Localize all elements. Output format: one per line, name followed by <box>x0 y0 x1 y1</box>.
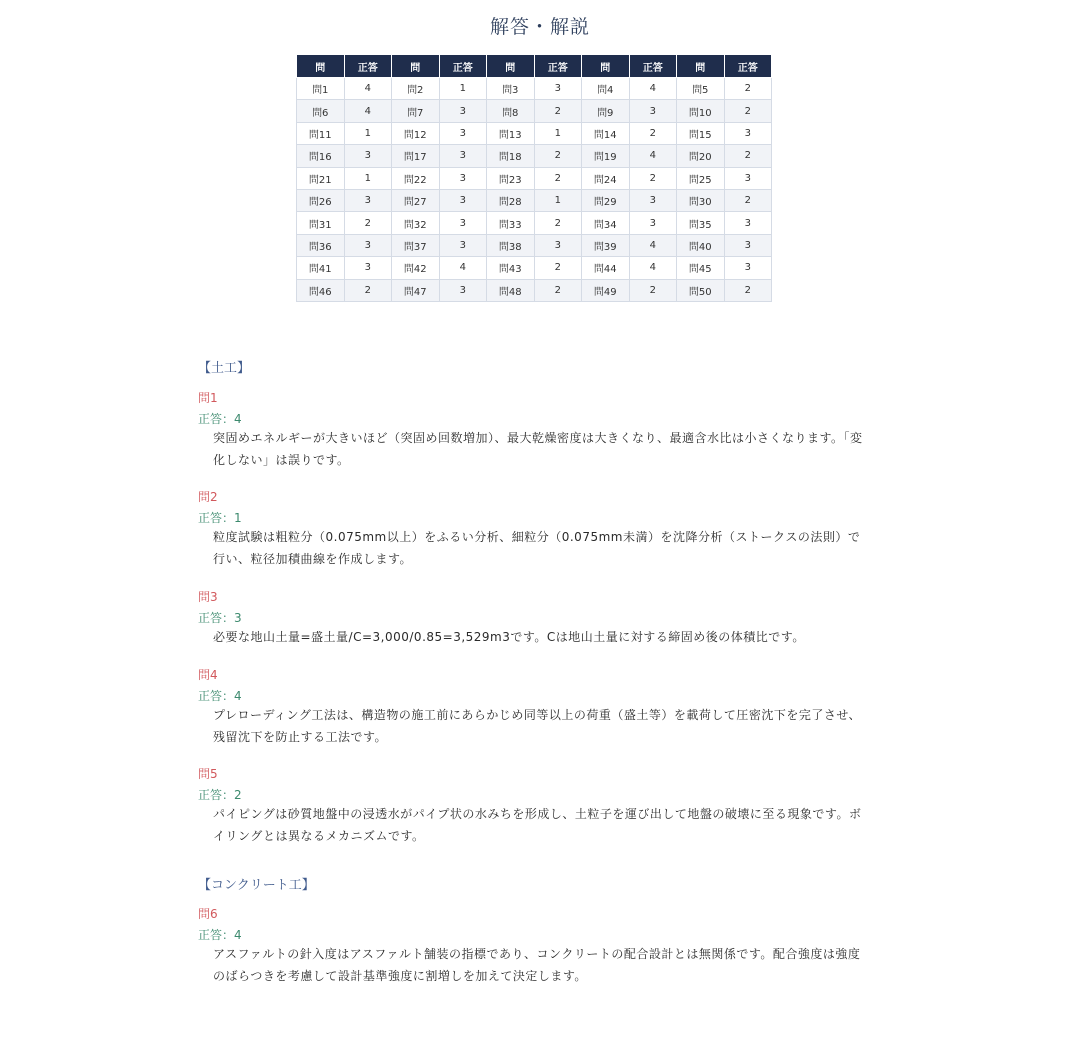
answer-label: 正答：3 <box>198 611 242 625</box>
table-row <box>297 189 772 211</box>
question-number-cell: 問14 <box>582 122 630 144</box>
question-number-cell: 問43 <box>487 257 535 279</box>
question-number-cell: 問20 <box>677 145 725 167</box>
header-question: 問 <box>392 55 440 78</box>
correct-answer-cell: 4 <box>344 100 392 122</box>
correct-answer-cell: 3 <box>724 212 772 234</box>
explanation-text: パイピングは砂質地盤中の浸透水がパイプ状の水みちを形成し、土粒子を運び出して地盤の破壊に至る現象です。ボイリングとは異なるメカニズムです。 <box>213 807 862 843</box>
correct-answer-cell: 3 <box>344 145 392 167</box>
question-number-cell: 問45 <box>677 257 725 279</box>
answer-label: 正答：4 <box>198 928 242 942</box>
question-number-cell: 問15 <box>677 122 725 144</box>
question-number-cell: 問26 <box>297 189 345 211</box>
question-number-cell: 問30 <box>677 189 725 211</box>
question-number-cell: 問28 <box>487 189 535 211</box>
question-number-cell: 問44 <box>582 257 630 279</box>
header-question: 問 <box>677 55 725 78</box>
explanation-text: アスファルトの針入度はアスファルト舗装の指標であり、コンクリートの配合設計とは無関係です。配合強度は強度のばらつきを考慮して設計基準強度に割増しを加えて決定します。 <box>213 947 861 983</box>
correct-answer-cell: 2 <box>534 279 582 301</box>
correct-answer-cell: 3 <box>439 145 487 167</box>
correct-answer-cell: 4 <box>629 145 677 167</box>
correct-answer-cell: 2 <box>724 145 772 167</box>
question-number-cell: 問25 <box>677 167 725 189</box>
table-row <box>297 145 772 167</box>
table-row <box>297 167 772 189</box>
question-number-cell: 問35 <box>677 212 725 234</box>
header-answer: 正答 <box>629 55 677 78</box>
correct-answer-cell: 3 <box>344 189 392 211</box>
question-number-cell: 問11 <box>297 122 345 144</box>
question-number-cell: 問41 <box>297 257 345 279</box>
question-number-cell: 問48 <box>487 279 535 301</box>
question-number-cell: 問33 <box>487 212 535 234</box>
correct-answer-cell: 2 <box>629 167 677 189</box>
correct-answer-cell: 3 <box>439 167 487 189</box>
correct-answer-cell: 3 <box>629 212 677 234</box>
question-label: 問3 <box>198 590 218 604</box>
answer-label: 正答：4 <box>198 412 242 426</box>
question-number-cell: 問13 <box>487 122 535 144</box>
header-question: 問 <box>297 55 345 78</box>
explanation-text: 突固めエネルギーが大きいほど（突固め回数増加）、最大乾燥密度は大きくなり、最適含水比は小さくなります。「変化しない」は誤りです。 <box>213 431 863 467</box>
question-number-cell: 問5 <box>677 78 725 100</box>
question-number-cell: 問38 <box>487 234 535 256</box>
header-answer: 正答 <box>534 55 582 78</box>
correct-answer-cell: 3 <box>534 234 582 256</box>
correct-answer-cell: 3 <box>534 78 582 100</box>
correct-answer-cell: 1 <box>344 167 392 189</box>
answer-label: 正答：1 <box>198 511 242 525</box>
correct-answer-cell: 2 <box>534 100 582 122</box>
correct-answer-cell: 2 <box>724 78 772 100</box>
header-answer: 正答 <box>724 55 772 78</box>
question-number-cell: 問27 <box>392 189 440 211</box>
correct-answer-cell: 4 <box>439 257 487 279</box>
correct-answer-cell: 2 <box>534 167 582 189</box>
question-number-cell: 問47 <box>392 279 440 301</box>
question-number-cell: 問37 <box>392 234 440 256</box>
table-row <box>297 78 772 100</box>
correct-answer-cell: 4 <box>629 234 677 256</box>
header-answer: 正答 <box>344 55 392 78</box>
question-number-cell: 問29 <box>582 189 630 211</box>
question-number-cell: 問10 <box>677 100 725 122</box>
question-label: 問5 <box>198 767 218 781</box>
question-number-cell: 問39 <box>582 234 630 256</box>
question-number-cell: 問42 <box>392 257 440 279</box>
section-heading-earthwork: 【土工】 <box>198 361 251 376</box>
correct-answer-cell: 3 <box>439 212 487 234</box>
question-number-cell: 問1 <box>297 78 345 100</box>
correct-answer-cell: 1 <box>344 122 392 144</box>
correct-answer-cell: 3 <box>439 234 487 256</box>
question-number-cell: 問7 <box>392 100 440 122</box>
question-number-cell: 問2 <box>392 78 440 100</box>
question-number-cell: 問12 <box>392 122 440 144</box>
correct-answer-cell: 2 <box>629 279 677 301</box>
question-number-cell: 問32 <box>392 212 440 234</box>
answer-table-body <box>297 78 772 302</box>
correct-answer-cell: 3 <box>724 167 772 189</box>
correct-answer-cell: 3 <box>629 189 677 211</box>
correct-answer-cell: 1 <box>534 122 582 144</box>
correct-answer-cell: 2 <box>344 212 392 234</box>
question-number-cell: 問3 <box>487 78 535 100</box>
question-number-cell: 問46 <box>297 279 345 301</box>
correct-answer-cell: 3 <box>724 234 772 256</box>
header-answer: 正答 <box>439 55 487 78</box>
answer-table-header-row <box>297 55 772 78</box>
header-question: 問 <box>582 55 630 78</box>
correct-answer-cell: 4 <box>629 257 677 279</box>
question-number-cell: 問21 <box>297 167 345 189</box>
question-number-cell: 問8 <box>487 100 535 122</box>
correct-answer-cell: 2 <box>724 189 772 211</box>
question-label: 問4 <box>198 668 218 682</box>
question-number-cell: 問49 <box>582 279 630 301</box>
header-question: 問 <box>487 55 535 78</box>
question-number-cell: 問50 <box>677 279 725 301</box>
correct-answer-cell: 2 <box>724 279 772 301</box>
question-label: 問1 <box>198 391 218 405</box>
explanation-text: プレローディング工法は、構造物の施工前にあらかじめ同等以上の荷重（盛土等）を載荷して圧密沈下を完了させ、残留沈下を防止する工法です。 <box>213 708 861 744</box>
question-number-cell: 問22 <box>392 167 440 189</box>
question-number-cell: 問40 <box>677 234 725 256</box>
explanation-text: 粒度試験は粗粒分（0.075mm以上）をふるい分析、細粒分（0.075mm未満）を沈降分析（ストークスの法則）で行い、粒径加積曲線を作成します。 <box>213 530 861 566</box>
table-row <box>297 212 772 234</box>
correct-answer-cell: 2 <box>534 145 582 167</box>
section-heading-concrete: 【コンクリート工】 <box>198 878 315 893</box>
correct-answer-cell: 3 <box>439 100 487 122</box>
question-label: 問6 <box>198 907 218 921</box>
question-number-cell: 問31 <box>297 212 345 234</box>
question-number-cell: 問19 <box>582 145 630 167</box>
question-number-cell: 問17 <box>392 145 440 167</box>
correct-answer-cell: 3 <box>439 279 487 301</box>
correct-answer-cell: 2 <box>534 212 582 234</box>
correct-answer-cell: 2 <box>534 257 582 279</box>
question-number-cell: 問18 <box>487 145 535 167</box>
question-label: 問2 <box>198 490 218 504</box>
table-row <box>297 100 772 122</box>
correct-answer-cell: 2 <box>344 279 392 301</box>
correct-answer-cell: 1 <box>534 189 582 211</box>
question-number-cell: 問24 <box>582 167 630 189</box>
correct-answer-cell: 3 <box>439 189 487 211</box>
question-number-cell: 問34 <box>582 212 630 234</box>
question-number-cell: 問9 <box>582 100 630 122</box>
answer-table <box>296 54 772 302</box>
table-row <box>297 234 772 256</box>
table-row <box>297 279 772 301</box>
table-row <box>297 257 772 279</box>
correct-answer-cell: 1 <box>439 78 487 100</box>
correct-answer-cell: 2 <box>629 122 677 144</box>
correct-answer-cell: 3 <box>344 234 392 256</box>
page-title: 解答・解説 <box>489 16 590 38</box>
correct-answer-cell: 4 <box>629 78 677 100</box>
correct-answer-cell: 2 <box>724 100 772 122</box>
question-number-cell: 問6 <box>297 100 345 122</box>
answer-label: 正答：2 <box>198 788 242 802</box>
correct-answer-cell: 3 <box>629 100 677 122</box>
table-row <box>297 122 772 144</box>
correct-answer-cell: 3 <box>344 257 392 279</box>
correct-answer-cell: 4 <box>344 78 392 100</box>
correct-answer-cell: 3 <box>724 122 772 144</box>
answer-label: 正答：4 <box>198 689 242 703</box>
question-number-cell: 問36 <box>297 234 345 256</box>
question-number-cell: 問16 <box>297 145 345 167</box>
question-number-cell: 問4 <box>582 78 630 100</box>
question-number-cell: 問23 <box>487 167 535 189</box>
correct-answer-cell: 3 <box>439 122 487 144</box>
correct-answer-cell: 3 <box>724 257 772 279</box>
explanation-text: 必要な地山土量=盛土量/C=3,000/0.85=3,529m3です。Cは地山土量に対する締固め後の体積比です。 <box>213 630 805 644</box>
